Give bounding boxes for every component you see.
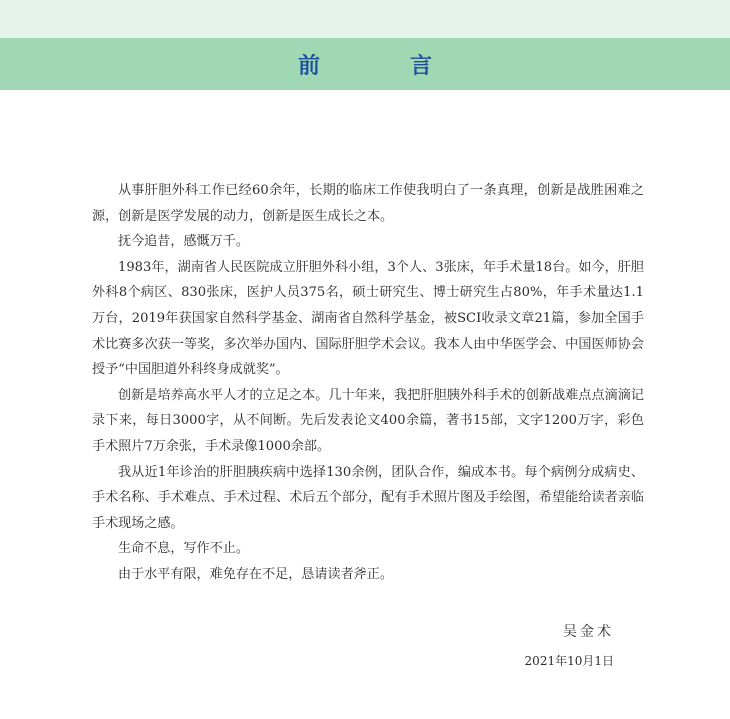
paragraph: 我从近1年诊治的肝胆胰疾病中选择130余例，团队合作，编成本书。每个病例分成病史、手术名称、手术难点、手术过程、术后五个部分，配有手术照片图及手绘图，希望能给读者亲临手术现场之感。 [92, 464, 644, 531]
header-band [0, 38, 730, 90]
paragraph: 创新是培养高水平人才的立足之本。几十年来，我把肝胆胰外科手术的创新战难点点滴滴记录下来，每日3000字，从不间断。先后发表论文400余篇，著书15部，文字1200万字，彩色手术照片7万余张，手术录像1000余部。 [92, 387, 644, 454]
paragraph: 由于水平有限，难免存在不足，恳请读者斧正。 [118, 566, 393, 582]
paragraph: 生命不息，写作不止。 [118, 541, 249, 557]
paragraph: 1983年，湖南省人民医院成立肝胆外科小组，3个人、3张床，年手术量18台。如今，肝胆外科8个病区、830张床，医护人员375名，硕士研究生、博士研究生占80%，年手术量达1.1万台，2019年获国家自然科学基金、湖南省自然科学基金，被SCI收录文章21篇，参加全国手术比赛多次获一等奖，多次举办国内、国际肝胆学术会议。我本人由中华医学会、中国医师协会授予“中国胆道外科终身成就奖”。 [92, 259, 644, 378]
paragraph: 抚今追昔，感慨万千。 [118, 234, 249, 250]
signature-date: 2021年10月1日 [524, 654, 614, 668]
paragraph: 从事肝胆外科工作已经60余年，长期的临床工作使我明白了一条真理，创新是战胜困难之源，创新是医学发展的动力，创新是医生成长之本。 [92, 183, 644, 224]
page-title: 前 言 [297, 53, 466, 79]
author-signature: 吴金术 [563, 624, 614, 640]
top-strip [0, 0, 730, 38]
preface-body [92, 178, 644, 588]
